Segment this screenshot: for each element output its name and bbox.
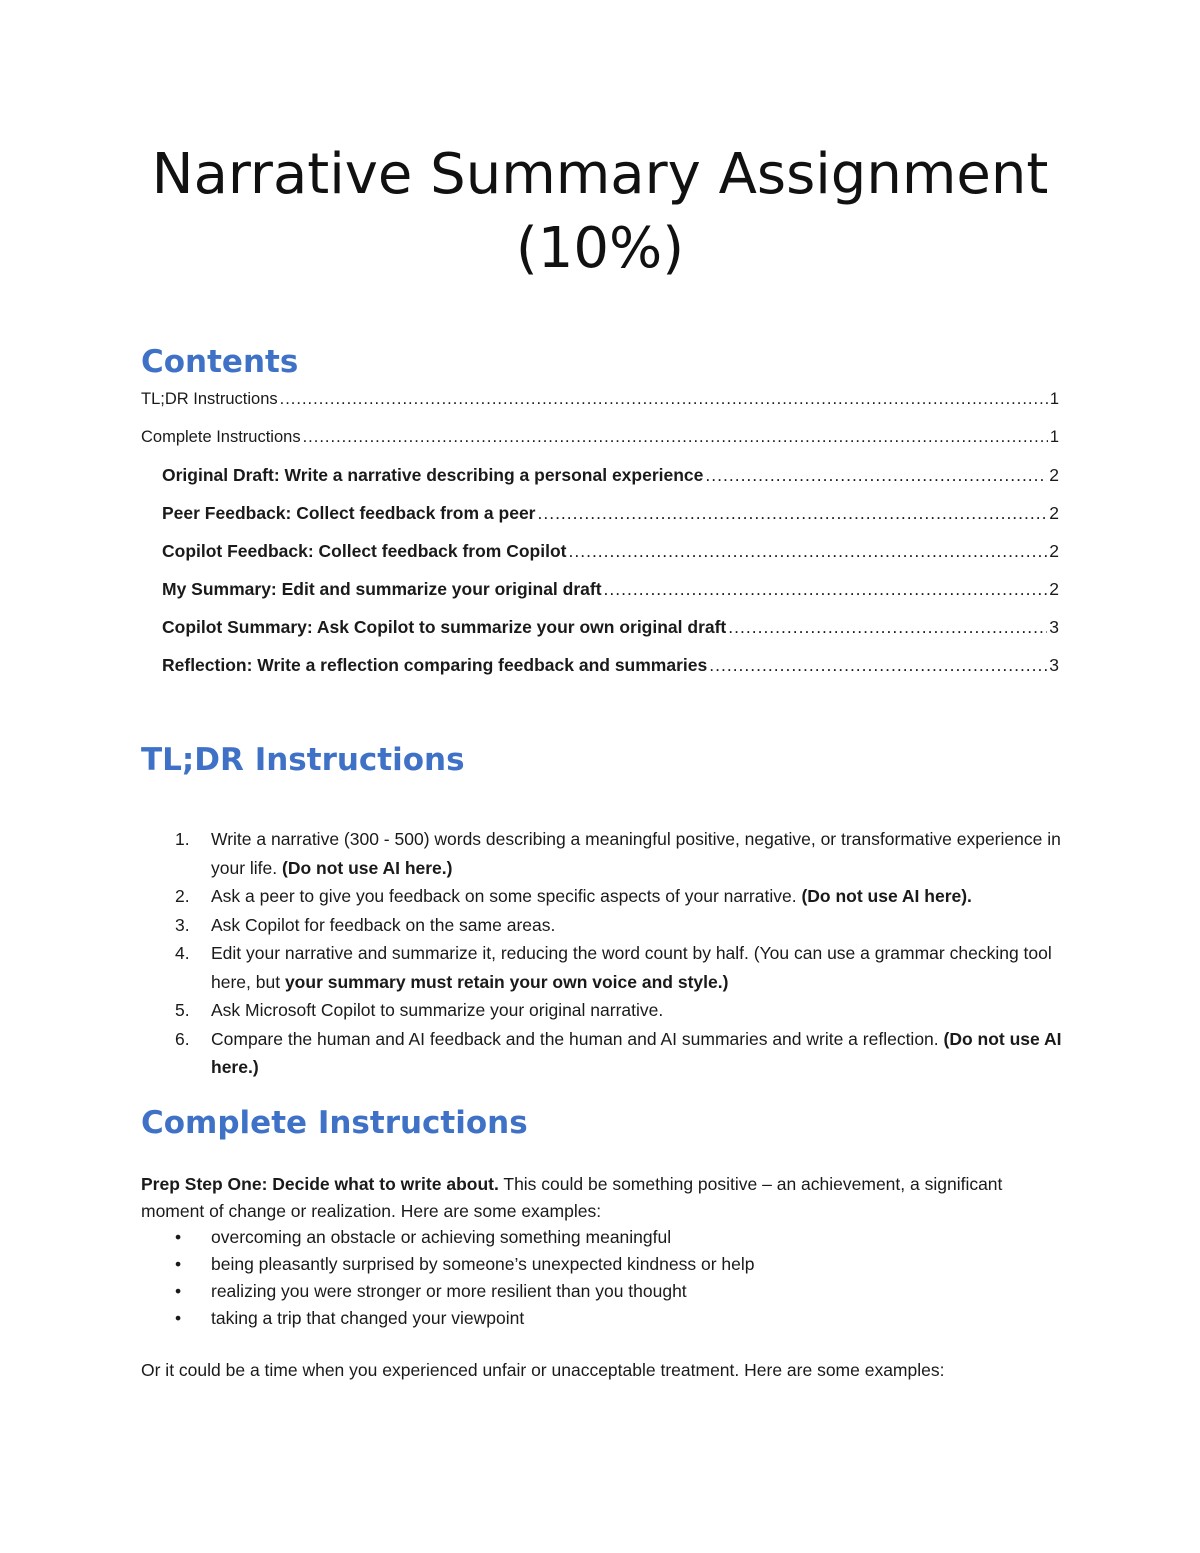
list-number: 6. [175, 1028, 190, 1049]
toc-leader-dots [728, 611, 1047, 643]
list-number: 5. [175, 1000, 190, 1020]
toc-entry-page: 1 [1049, 390, 1059, 408]
list-item-text: overcoming an obstacle or achieving something meaningful [211, 1227, 672, 1247]
toc-entry-text: Reflection: Write a reflection comparing feedback and summaries [162, 655, 708, 675]
toc-entry-page: 3 [1049, 655, 1059, 675]
toc-entry-copilot-summary[interactable] [141, 611, 1059, 649]
toc-entry-page: 1 [1049, 428, 1059, 446]
list-item-emphasis: your summary must retain your own voice and style.) [284, 971, 729, 992]
toc-leader-dots [537, 497, 1047, 529]
prep-step-one-paragraph [141, 1171, 1061, 1225]
closing-paragraph: Or it could be a time when you experienced unfair or unacceptable treatment. Here are some examples: [141, 1360, 945, 1380]
document-title [100, 138, 1100, 286]
toc-leader-dots [280, 383, 1048, 415]
list-item [175, 996, 1075, 1025]
toc-entry-text: TL;DR Instructions [141, 390, 278, 408]
list-item-text: Compare the human and AI feedback and the human and AI summaries and write a reflection. [211, 1028, 944, 1049]
bullet-icon: • [175, 1308, 182, 1328]
toc-entry-copilot-feedback[interactable] [141, 535, 1059, 573]
list-item [175, 1278, 755, 1305]
list-number: 3. [175, 914, 190, 935]
list-item-text: Ask a peer to give you feedback on some specific aspects of your narrative. [211, 886, 802, 906]
toc-entry-tldr[interactable] [141, 383, 1059, 421]
toc-entry-page: 2 [1049, 579, 1059, 599]
list-number: 2. [175, 886, 190, 906]
list-item-emphasis: (Do not use AI here.) [211, 1028, 1062, 1077]
list-item [175, 1224, 755, 1251]
title-line-1: Narrative Summary Assignment [151, 142, 1049, 207]
list-item [175, 882, 1075, 911]
list-item-text: being pleasantly surprised by someone’s unexpected kindness or help [211, 1254, 755, 1274]
tldr-steps-list [175, 825, 1075, 1082]
list-item [175, 1025, 1075, 1082]
list-item-text: Edit your narrative and summarize it, reducing the word count by half. (You can use a grammar checking tool here, but [211, 943, 1052, 992]
complete-instructions-heading: Complete Instructions [141, 1105, 528, 1141]
list-number: 4. [175, 943, 190, 963]
examples-list [175, 1224, 755, 1332]
toc-leader-dots [709, 649, 1047, 681]
title-line-2: (10%) [515, 216, 685, 281]
toc-entry-page: 3 [1049, 617, 1059, 637]
bullet-icon: • [175, 1254, 182, 1274]
list-item-text: Ask Microsoft Copilot to summarize your original narrative. [211, 1000, 664, 1020]
list-item-text: realizing you were stronger or more resilient than you thought [211, 1281, 687, 1301]
bullet-icon: • [175, 1227, 182, 1247]
toc-entry-page: 2 [1049, 503, 1059, 523]
toc-entry-text: Complete Instructions [141, 428, 301, 446]
list-item [175, 1305, 755, 1332]
toc-entry-text: My Summary: Edit and summarize your original draft [162, 579, 602, 599]
contents-heading: Contents [141, 344, 299, 380]
toc-entry-page: 2 [1049, 465, 1059, 485]
toc-entry-text: Copilot Summary: Ask Copilot to summarize your own original draft [162, 617, 727, 637]
list-item [175, 1251, 755, 1278]
tldr-heading: TL;DR Instructions [141, 742, 465, 778]
list-item [175, 825, 1075, 882]
prep-step-label: Prep Step One: Decide what to write about. [141, 1174, 499, 1194]
toc-leader-dots [303, 421, 1048, 453]
table-of-contents [141, 383, 1059, 687]
toc-entry-my-summary[interactable] [141, 573, 1059, 611]
toc-entry-text: Copilot Feedback: Collect feedback from Copilot [162, 541, 567, 561]
list-item-emphasis: (Do not use AI here). [801, 886, 972, 906]
toc-entry-original-draft[interactable] [141, 459, 1059, 497]
toc-entry-text: Original Draft: Write a narrative describing a personal experience [162, 465, 704, 485]
toc-leader-dots [705, 459, 1047, 491]
list-item-text: Write a narrative (300 - 500) words describing a meaningful positive, negative, or transformative experience in your life. [211, 829, 1061, 878]
toc-leader-dots [569, 535, 1048, 567]
toc-entry-complete[interactable] [141, 421, 1059, 459]
list-number: 1. [175, 829, 190, 849]
toc-entry-peer-feedback[interactable] [141, 497, 1059, 535]
bullet-icon: • [175, 1281, 182, 1301]
prep-step-text: This could be something positive – an achievement, a significant moment of change or realization. Here are some examples: [141, 1174, 1003, 1221]
list-item [175, 939, 1075, 996]
list-item-emphasis: (Do not use AI here.) [282, 857, 453, 878]
list-item-text: taking a trip that changed your viewpoint [211, 1308, 525, 1328]
list-item [175, 911, 1075, 940]
toc-leader-dots [604, 573, 1048, 605]
toc-entry-reflection[interactable] [141, 649, 1059, 687]
list-item-text: Ask Copilot for feedback on the same areas. [211, 914, 556, 935]
toc-entry-text: Peer Feedback: Collect feedback from a peer [162, 503, 536, 523]
toc-entry-page: 2 [1049, 541, 1059, 561]
